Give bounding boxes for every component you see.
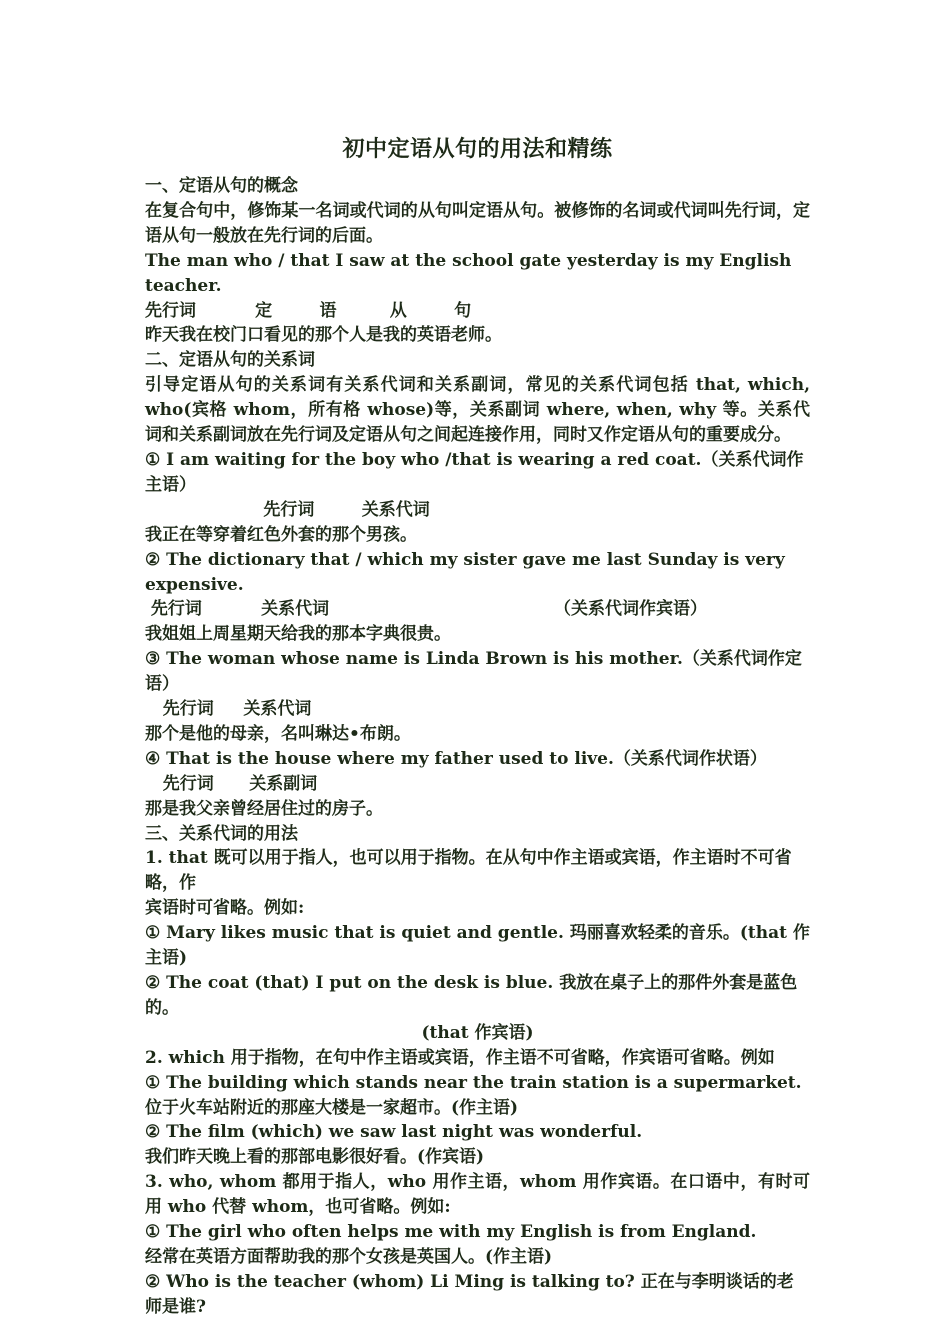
section-3-point-3-example-1-translation: 经常在英语方面帮助我的那个女孩是英国人。(作主语) xyxy=(145,1246,553,1267)
section-1-heading: 一、定语从句的概念 xyxy=(145,176,298,196)
section-3-point-2-example-1: ① The building which stands near the train station is a supermarket. xyxy=(145,1072,802,1093)
section-2-example-4-translation: 那是我父亲曾经居住过的房子。 xyxy=(145,798,383,819)
section-3-point-3: 3. who, whom 都用于指人，who 用作主语，whom 用作宾语。在口语中，有时可用 who 代替 whom，也可省略。例如: xyxy=(145,1172,810,1218)
section-2-example-1-labels: 先行词 关系代词 xyxy=(145,499,430,520)
section-2-example-2: ② The dictionary that / which my sister gave me last Sunday is very expensive. xyxy=(145,549,785,595)
section-3-point-2-example-1-translation: 位于火车站附近的那座大楼是一家超市。(作主语) xyxy=(145,1097,519,1118)
section-2-example-4-labels: 先行词 关系副词 xyxy=(145,773,318,794)
section-2-example-2-translation: 我姐姐上周星期天给我的那本字典很贵。 xyxy=(145,624,451,645)
document-body xyxy=(145,134,810,1320)
section-2-example-3: ③ The woman whose name is Linda Brown is his mother.（关系代词作定语） xyxy=(145,649,802,695)
section-3-heading: 三、关系代词的用法 xyxy=(145,823,298,844)
section-3-point-3-example-1: ① The girl who often helps me with my English is from England. xyxy=(145,1222,757,1243)
section-2-example-1: ① I am waiting for the boy who /that is wearing a red coat.（关系代词作主语） xyxy=(145,449,804,495)
section-3-point-1-example-2-note: (that 作宾语) xyxy=(421,1022,534,1043)
section-3-point-1a: 1. that 既可以用于指人，也可以用于指物。在从句中作主语或宾语，作主语时不可省略，作 xyxy=(145,848,792,894)
section-3-point-2: 2. which 用于指物，在句中作主语或宾语，作主语不可省略，作宾语可省略。例如 xyxy=(145,1047,775,1068)
section-3-point-3-example-2: ② Who is the teacher (whom) Li Ming is talking to? 正在与李明谈话的老师是谁? xyxy=(145,1271,794,1317)
section-2-example-3-translation: 那个是他的母亲，名叫琳达•布朗。 xyxy=(145,723,411,744)
section-3-point-2-example-2-translation: 我们昨天晚上看的那部电影很好看。(作宾语) xyxy=(145,1147,485,1168)
section-1-translation: 昨天我在校门口看见的那个人是我的英语老师。 xyxy=(145,325,502,346)
section-3-point-1-example-2: ② The coat (that) I put on the desk is blue. 我放在桌子上的那件外套是蓝色的。 xyxy=(145,973,798,1018)
section-2-example-4: ④ That is the house where my father used to live.（关系代词作状语） xyxy=(145,748,767,769)
section-3-point-1b: 宾语时可省略。例如: xyxy=(145,898,305,919)
section-3-point-2-example-2: ② The film (which) we saw last night was wonderful. xyxy=(145,1122,643,1143)
section-2-heading: 二、定语从句的关系词 xyxy=(145,350,315,371)
section-2-example-2-labels: 先行词 关系代词 （关系代词作宾语） xyxy=(145,599,708,620)
section-2-example-1-translation: 我正在等穿着红色外套的那个男孩。 xyxy=(145,524,417,545)
section-1-example: The man who / that I saw at the school gate yesterday is my English teacher. xyxy=(145,250,792,296)
section-1-labels: 先行词 定 语 从 句 xyxy=(145,300,472,321)
document-title: 初中定语从句的用法和精练 xyxy=(342,136,613,162)
section-1-intro: 在复合句中，修饰某一名词或代词的从句叫定语从句。被修饰的名词或代词叫先行词，定语从句一般放在先行词的后面。 xyxy=(145,200,810,246)
section-2-example-3-labels: 先行词 关系代词 xyxy=(145,699,312,720)
section-3-point-1-example-1: ① Mary likes music that is quiet and gentle. 玛丽喜欢轻柔的音乐。(that 作主语) xyxy=(145,923,810,969)
section-2-intro: 引导定语从句的关系词有关系代词和关系副词，常见的关系代词包括 that, which, who(宾格 whom，所有格 whose)等，关系副词 where, when, why 等。关系代词和关系副词放在先行词及定语从句之间起连接作用，同时又作定语从句的重要成分。 xyxy=(145,375,810,446)
